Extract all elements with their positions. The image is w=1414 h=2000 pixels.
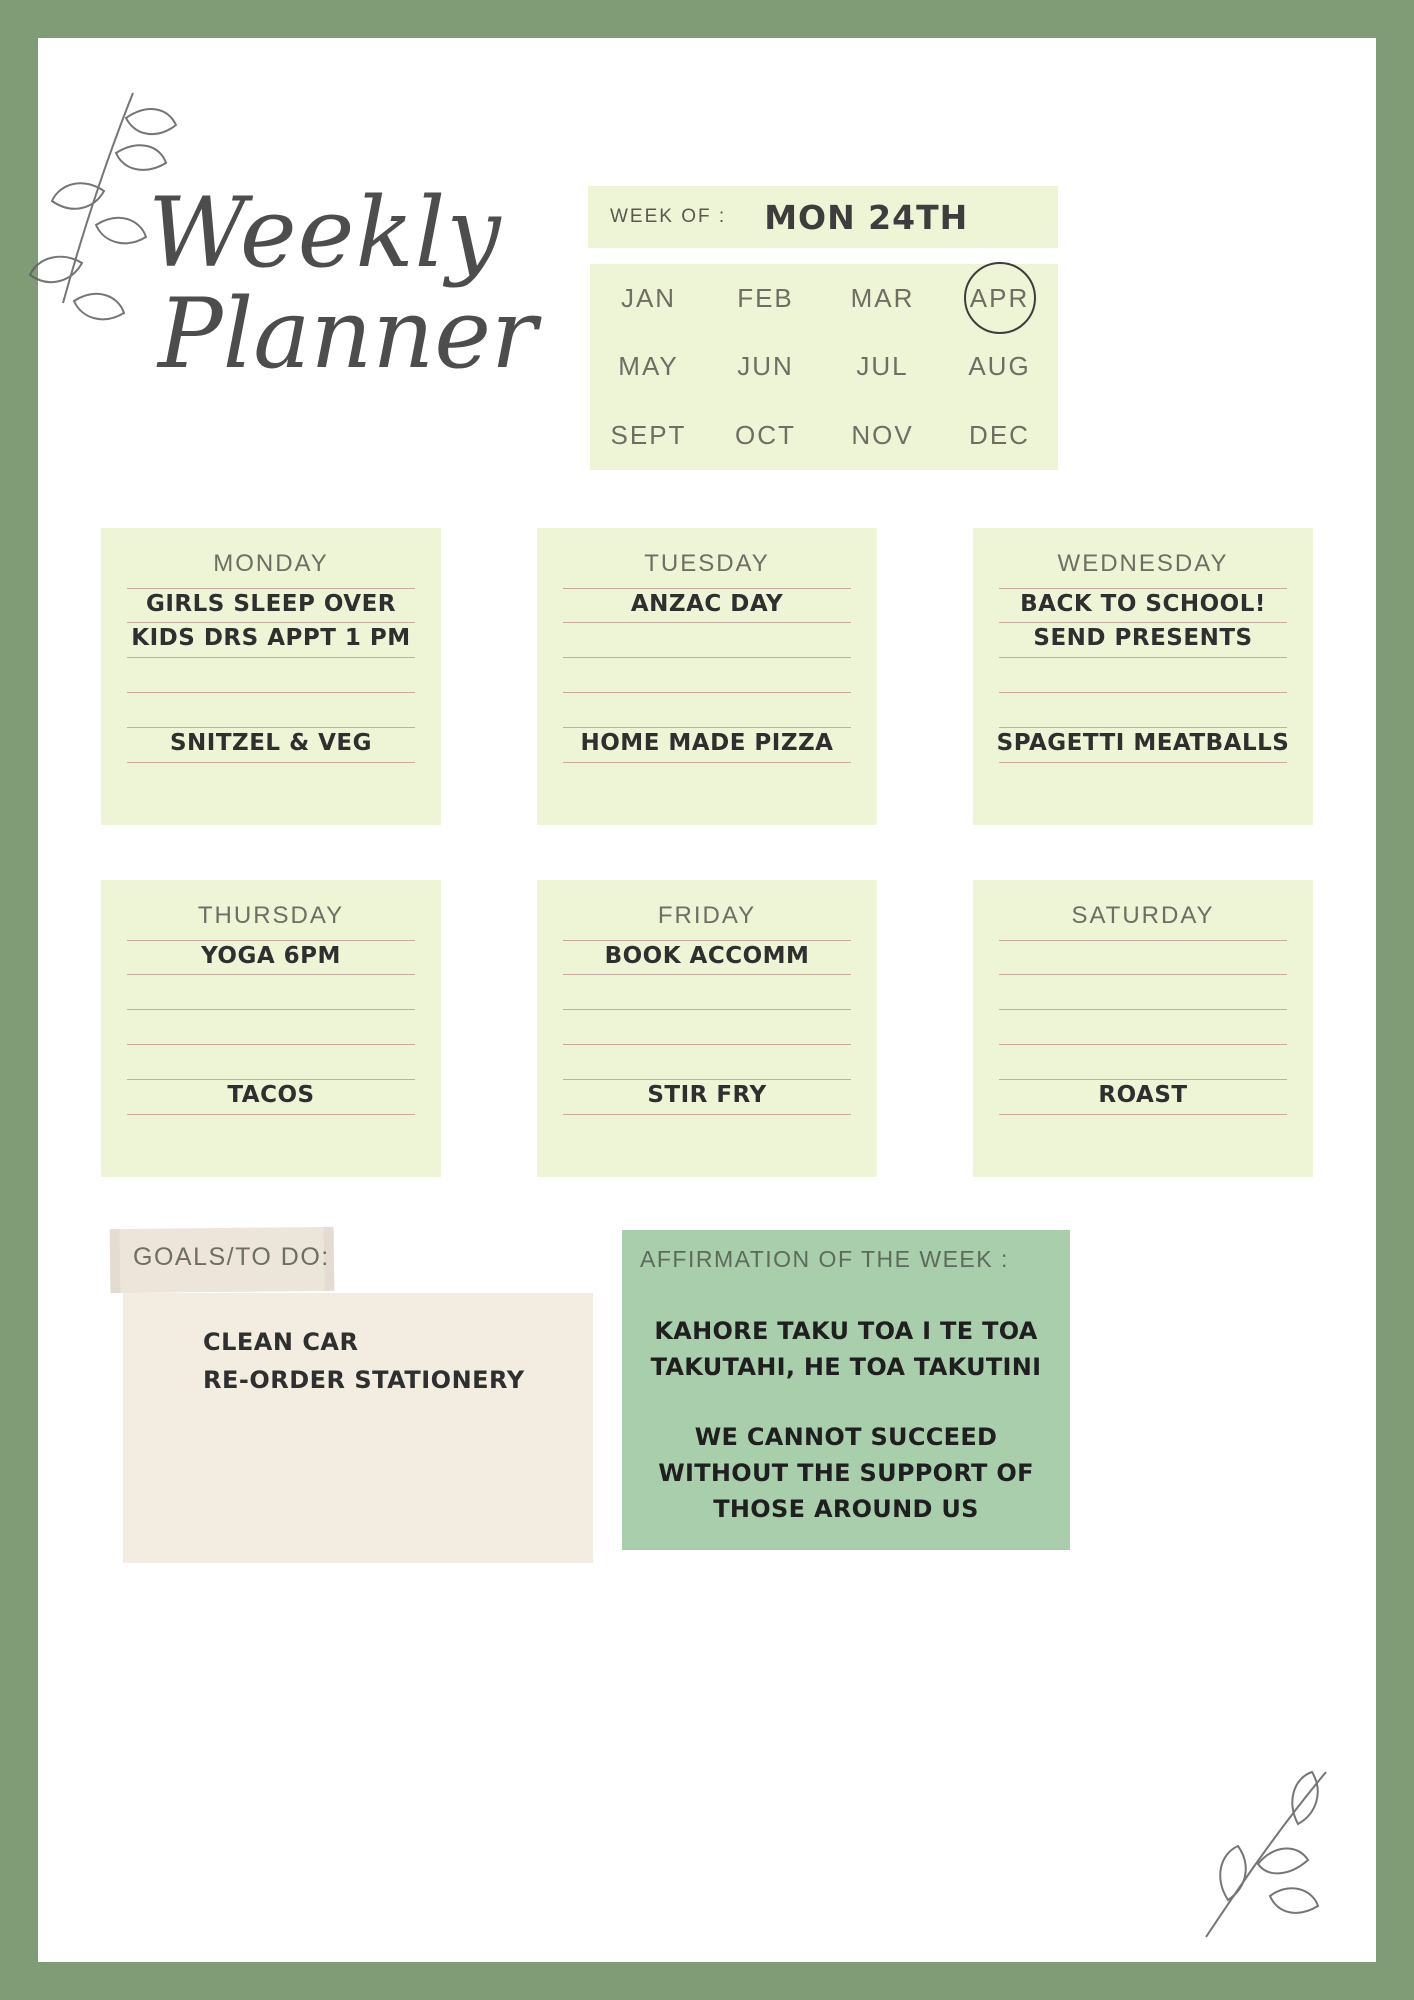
day-card-saturday [973, 880, 1313, 1177]
day-card-thursday [101, 880, 441, 1177]
day-name: FRIDAY [657, 902, 757, 929]
month-option-jul[interactable]: JUL [856, 351, 909, 382]
day-entry-line[interactable] [127, 1010, 415, 1045]
goals-label: GOALS/TO DO: [133, 1243, 330, 1271]
day-name: WEDNESDAY [1057, 550, 1229, 577]
month-option-jun[interactable]: JUN [737, 351, 794, 382]
title-line-1: Weekly [148, 177, 502, 289]
day-card-friday [537, 880, 877, 1177]
month-option-aug[interactable]: AUG [968, 351, 1031, 382]
day-name: THURSDAY [197, 902, 345, 929]
day-name: SATURDAY [1071, 902, 1215, 929]
day-entry-text: KIDS DRS APPT 1 PM [131, 625, 411, 651]
day-entry-line[interactable] [999, 940, 1287, 975]
day-entry-line[interactable] [999, 975, 1287, 1010]
month-option-sept[interactable]: SEPT [610, 420, 687, 451]
planner-sheet [38, 38, 1376, 1962]
day-entry-line[interactable] [127, 1045, 415, 1080]
day-entry-line[interactable] [127, 975, 415, 1010]
day-entry-line[interactable] [563, 693, 851, 728]
day-name: TUESDAY [644, 550, 770, 577]
day-entry-line[interactable] [563, 940, 851, 975]
month-option-nov[interactable]: NOV [851, 420, 914, 451]
day-meal-line[interactable] [996, 728, 1290, 763]
day-entry-line[interactable] [563, 1010, 851, 1045]
day-entry-lines [127, 588, 415, 763]
month-option-apr[interactable]: APR [960, 277, 1039, 320]
day-entry-text: BACK TO SCHOOL! [1020, 590, 1266, 617]
day-entry-text: GIRLS SLEEP OVER [145, 590, 397, 617]
day-entry-line[interactable] [127, 940, 415, 975]
day-cards [101, 528, 1313, 1177]
month-option-may[interactable]: MAY [618, 351, 679, 382]
day-card-monday [101, 528, 441, 825]
day-card-wednesday [973, 528, 1313, 825]
title-line-2: Planner [158, 278, 537, 391]
day-entry-line[interactable] [563, 975, 851, 1010]
month-option-feb[interactable]: FEB [737, 282, 794, 313]
day-entry-line[interactable] [127, 623, 415, 658]
day-entry-lines [563, 940, 851, 1115]
day-card-tuesday [537, 528, 877, 825]
day-meal-text: TACOS [227, 1082, 315, 1108]
day-entry-text: SEND PRESENTS [1033, 625, 1253, 651]
day-entry-line[interactable] [999, 623, 1287, 658]
day-meal-line[interactable] [127, 1080, 415, 1115]
day-meal-text: STIR FRY [647, 1082, 767, 1108]
day-entry-line[interactable] [127, 658, 415, 693]
month-option-jan[interactable]: JAN [620, 282, 677, 313]
day-name: MONDAY [213, 550, 329, 577]
day-entry-line[interactable] [563, 588, 851, 623]
leaf-branch-icon [1166, 1732, 1366, 1952]
day-meal-line[interactable] [999, 1080, 1287, 1115]
month-selector[interactable] [590, 264, 1058, 470]
day-entry-line[interactable] [563, 623, 851, 658]
day-entry-line[interactable] [999, 1045, 1287, 1080]
goal-item[interactable]: CLEAN CAR [203, 1328, 359, 1356]
day-meal-line[interactable] [127, 728, 415, 763]
day-meal-text: ROAST [1098, 1082, 1188, 1108]
day-meal-text: SNITZEL & VEG [169, 730, 373, 756]
day-entry-lines [999, 940, 1287, 1115]
day-entry-lines [127, 940, 415, 1115]
day-entry-text: BOOK ACCOMM [604, 942, 810, 969]
day-entry-line[interactable] [563, 1045, 851, 1080]
day-entry-line[interactable] [999, 588, 1287, 623]
day-entry-line[interactable] [127, 588, 415, 623]
day-entry-text: ANZAC DAY [630, 590, 784, 617]
goals-list[interactable] [203, 1323, 603, 1400]
week-of-label: WEEK OF : [610, 206, 727, 227]
day-meal-line[interactable] [563, 1080, 851, 1115]
affirmation-line-2: WE CANNOT SUCCEED WITHOUT THE SUPPORT OF THOSE AROUND US [658, 1423, 1034, 1523]
day-entry-text: YOGA 6PM [201, 942, 341, 969]
day-meal-text: SPAGETTI MEATBALLS [996, 730, 1290, 756]
month-option-mar[interactable]: MAR [850, 282, 915, 313]
day-entry-line[interactable] [563, 658, 851, 693]
day-entry-line[interactable] [999, 693, 1287, 728]
day-entry-line[interactable] [999, 1010, 1287, 1045]
day-entry-lines [996, 588, 1290, 763]
day-meal-text: HOME MADE PIZZA [580, 730, 834, 756]
month-option-oct[interactable]: OCT [735, 420, 796, 451]
affirmation-label: AFFIRMATION OF THE WEEK : [640, 1246, 1009, 1272]
affirmation-body[interactable] [622, 1273, 1070, 1527]
week-of-value[interactable]: MON 24TH [764, 197, 969, 237]
day-entry-line[interactable] [999, 658, 1287, 693]
month-option-dec[interactable]: DEC [969, 420, 1030, 451]
day-meal-line[interactable] [563, 728, 851, 763]
week-of-field[interactable] [588, 186, 1058, 248]
affirmation-line-1: KAHORE TAKU TOA I TE TOA TAKUTAHI, HE TOA TAKUTINI [650, 1317, 1042, 1381]
day-entry-line[interactable] [127, 693, 415, 728]
affirmation-panel [622, 1230, 1070, 1550]
day-entry-lines [563, 588, 851, 763]
goal-item[interactable]: RE-ORDER STATIONERY [203, 1366, 525, 1395]
